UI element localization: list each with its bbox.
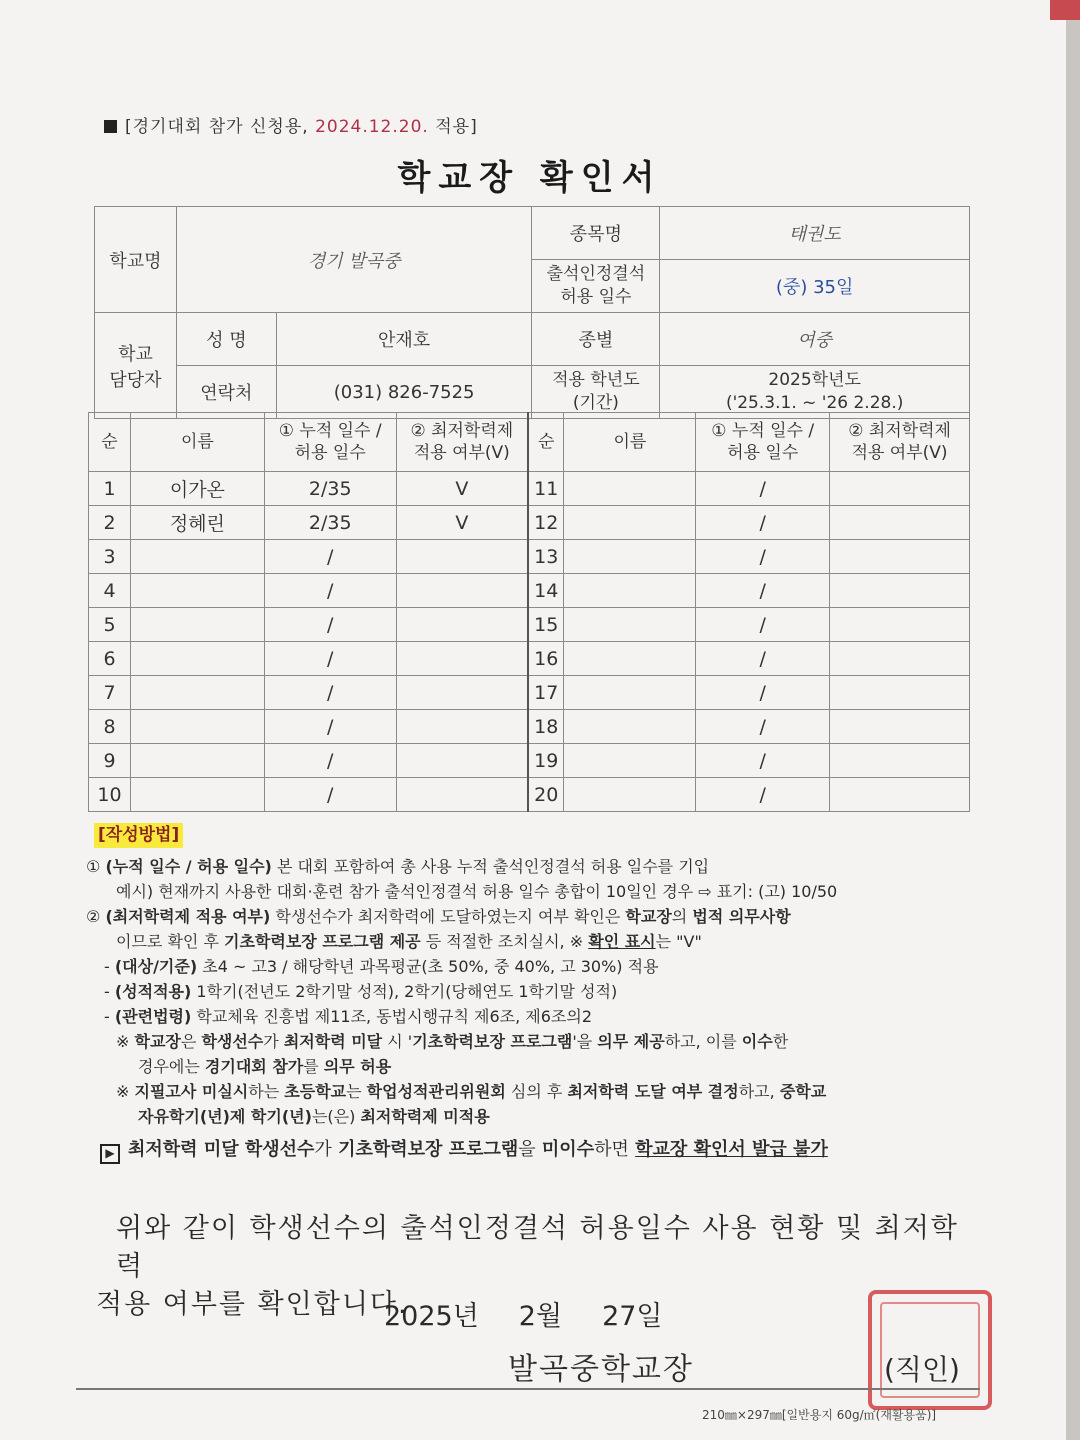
- row-days: /: [696, 574, 830, 608]
- row-check: [830, 642, 970, 676]
- row-no: 14: [528, 574, 564, 608]
- row-name: 이가온: [130, 472, 264, 506]
- table-row: [89, 506, 970, 540]
- row-check: [830, 506, 970, 540]
- row-days: /: [264, 710, 396, 744]
- table-row: [89, 608, 970, 642]
- instructions: [작성방법] ① (누적 일수 / 허용 일수) 본 대회 포함하여 총 사용 누적 출석인정결석 허용 일수를 기입 예시) 현재까지 사용한 대회·훈련 참가 출석인정결석 허용 일수 총합이 10일인 경우 ⇨ 표기: (고) 10/50 ② (최저학력제 적용 여부) 학생선수가 최저학력에 도달하였는지 여부 확인은 학교장의 법적 의무사항 이므로 확인 후 기초학력보장 프로그램 제공 등 적절한 조치실시, ※ 확인 표시는 "V" - (대상/기준) 초4 ~ 고3 / 해당학년 과목평균(초 50%, 중 40%, 고 30%) 적용 - (성적적용) 1학기(전년도 2학기말 성적), 2학기(당해연도 1학기말 성적) - (관련법령) 학교체육 진흥법 제11조, 동법시행규칙 제6조, 제6조의2 ※ 학교장은 학생선수가 최저학력 미달 시 '기초학력보장 프로그램'을 의무 제공하고, 이를 이수한 경우에는 경기대회 참가를 의무 허용 ※ 지필고사 미실시하는 초등학교는 학업성적관리위원회 심의 후 최저학력 도달 여부 결정하고, 중학교 자유학기(년)제 학기(년)는(은) 최저학력제 미적용 ▶ 최저학력 미달 학생선수가 기초학력보장 프로그램을 미이수하면 학교장 확인서 발급 불가: [86, 822, 986, 1164]
- header-min-right: ② 최저학력제 적용 여부(V): [830, 413, 970, 472]
- row-check: [830, 676, 970, 710]
- event-label: 종목명: [532, 207, 660, 260]
- row-check: [396, 540, 528, 574]
- event-value: 태권도: [660, 207, 970, 260]
- table-row: [89, 574, 970, 608]
- header-days-right: ① 누적 일수 / 허용 일수: [696, 413, 830, 472]
- table-row: [89, 710, 970, 744]
- row-check: [396, 608, 528, 642]
- row-no: 1: [89, 472, 131, 506]
- row-days: /: [264, 540, 396, 574]
- manager-label: 학교 담당자: [95, 313, 177, 419]
- row-name: [130, 710, 264, 744]
- header-name: 이름: [130, 413, 264, 472]
- row-days: /: [264, 608, 396, 642]
- table-row: [89, 744, 970, 778]
- student-table: [88, 412, 970, 812]
- row-days: /: [696, 710, 830, 744]
- bottom-divider: [76, 1388, 980, 1390]
- row-days: /: [264, 642, 396, 676]
- name-label: 성 명: [176, 313, 276, 366]
- form-date: 2024.12.20.: [315, 117, 429, 137]
- row-name: [564, 744, 696, 778]
- row-no: 7: [89, 676, 131, 710]
- row-check: [830, 778, 970, 812]
- header-min: ② 최저학력제 적용 여부(V): [396, 413, 528, 472]
- row-name: [564, 540, 696, 574]
- header-no-right: 순: [528, 413, 564, 472]
- row-name: [564, 506, 696, 540]
- row-check: [396, 676, 528, 710]
- table-header-row: [89, 413, 970, 472]
- row-no: 6: [89, 642, 131, 676]
- row-no: 3: [89, 540, 131, 574]
- row-name: [564, 574, 696, 608]
- row-days: 2/35: [264, 506, 396, 540]
- row-name: [564, 472, 696, 506]
- row-no: 20: [528, 778, 564, 812]
- header-days: ① 누적 일수 / 허용 일수: [264, 413, 396, 472]
- row-no: 9: [89, 744, 131, 778]
- year-label: 적용 학년도 (기간): [532, 366, 660, 419]
- row-no: 11: [528, 472, 564, 506]
- row-name: 정혜린: [130, 506, 264, 540]
- row-name: [564, 778, 696, 812]
- row-name: [130, 540, 264, 574]
- row-name: [130, 778, 264, 812]
- row-check: [830, 710, 970, 744]
- row-no: 4: [89, 574, 131, 608]
- row-check: [396, 744, 528, 778]
- row-check: [396, 642, 528, 676]
- row-days: /: [696, 778, 830, 812]
- row-check: [830, 540, 970, 574]
- row-no: 19: [528, 744, 564, 778]
- arrow-box-icon: ▶: [100, 1144, 120, 1164]
- square-bullet-icon: [104, 120, 117, 133]
- instructions-heading: [작성방법]: [94, 823, 183, 848]
- year-value: 2025학년도 ('25.3.1. ~ '26 2.28.): [660, 366, 970, 419]
- name-value: 안재호: [276, 313, 532, 366]
- row-name: [564, 608, 696, 642]
- row-check: [830, 744, 970, 778]
- row-no: 8: [89, 710, 131, 744]
- row-no: 13: [528, 540, 564, 574]
- row-days: /: [264, 574, 396, 608]
- row-days: /: [696, 642, 830, 676]
- row-check: [396, 710, 528, 744]
- row-no: 5: [89, 608, 131, 642]
- row-name: [130, 642, 264, 676]
- row-no: 15: [528, 608, 564, 642]
- row-days: /: [696, 744, 830, 778]
- background-strip: [1050, 0, 1080, 20]
- row-no: 18: [528, 710, 564, 744]
- row-check: [396, 574, 528, 608]
- row-days: /: [696, 472, 830, 506]
- row-no: 2: [89, 506, 131, 540]
- row-name: [130, 744, 264, 778]
- row-no: 16: [528, 642, 564, 676]
- contact-value: (031) 826-7525: [276, 366, 532, 419]
- row-days: /: [696, 506, 830, 540]
- row-name: [564, 642, 696, 676]
- row-check: [830, 574, 970, 608]
- table-row: [89, 642, 970, 676]
- table-row: [89, 472, 970, 506]
- form-tag: [경기대회 참가 신청용, 2024.12.20. 적용]: [104, 112, 478, 137]
- row-check: [830, 608, 970, 642]
- table-row: [89, 778, 970, 812]
- row-days: 2/35: [264, 472, 396, 506]
- row-days: /: [696, 608, 830, 642]
- principal-signature: 발곡중학교장: [508, 1352, 694, 1387]
- row-days: /: [264, 744, 396, 778]
- row-name: [564, 710, 696, 744]
- paper-spec: 210㎜×297㎜[일반용지 60g/㎡(재활용품)]: [702, 1408, 937, 1422]
- row-check: V: [396, 472, 528, 506]
- type-label: 종별: [532, 313, 660, 366]
- row-name: [564, 676, 696, 710]
- row-no: 12: [528, 506, 564, 540]
- row-name: [130, 574, 264, 608]
- row-name: [130, 608, 264, 642]
- row-check: [830, 472, 970, 506]
- school-value: 경기 발곡중: [176, 207, 532, 313]
- type-value: 여중: [660, 313, 970, 366]
- final-notice: ▶ 최저학력 미달 학생선수가 기초학력보장 프로그램을 미이수하면 학교장 확인서 발급 불가: [86, 1137, 986, 1164]
- absence-value: (중) 35일: [660, 260, 970, 313]
- info-table: [94, 206, 970, 419]
- school-label: 학교명: [95, 207, 177, 313]
- example-line: 예시) 현재까지 사용한 대회·훈련 참가 출석인정결석 허용 일수 총합이 10일인 경우 ⇨ 표기: (고) 10/50: [116, 882, 838, 901]
- row-days: /: [264, 676, 396, 710]
- row-days: /: [696, 540, 830, 574]
- row-name: [130, 676, 264, 710]
- header-name-right: 이름: [564, 413, 696, 472]
- table-row: [89, 676, 970, 710]
- row-days: /: [696, 676, 830, 710]
- absence-label: 출석인정결석 허용 일수: [532, 260, 660, 313]
- row-no: 17: [528, 676, 564, 710]
- paper-edge: [1066, 0, 1080, 1440]
- row-check: [396, 778, 528, 812]
- issue-date: 2025년 2월 27일: [384, 1301, 663, 1332]
- table-row: [89, 540, 970, 574]
- row-no: 10: [89, 778, 131, 812]
- contact-label: 연락처: [176, 366, 276, 419]
- row-check: V: [396, 506, 528, 540]
- row-days: /: [264, 778, 396, 812]
- header-no: 순: [89, 413, 131, 472]
- document-title: 학교장 확인서: [397, 158, 663, 198]
- confirmation-statement: 위와 같이 학생선수의 출석인정결석 허용일수 사용 현황 및 최저학력 적용 여부를 확인합니다.: [96, 1213, 959, 1320]
- seal-label: (직인): [884, 1353, 960, 1386]
